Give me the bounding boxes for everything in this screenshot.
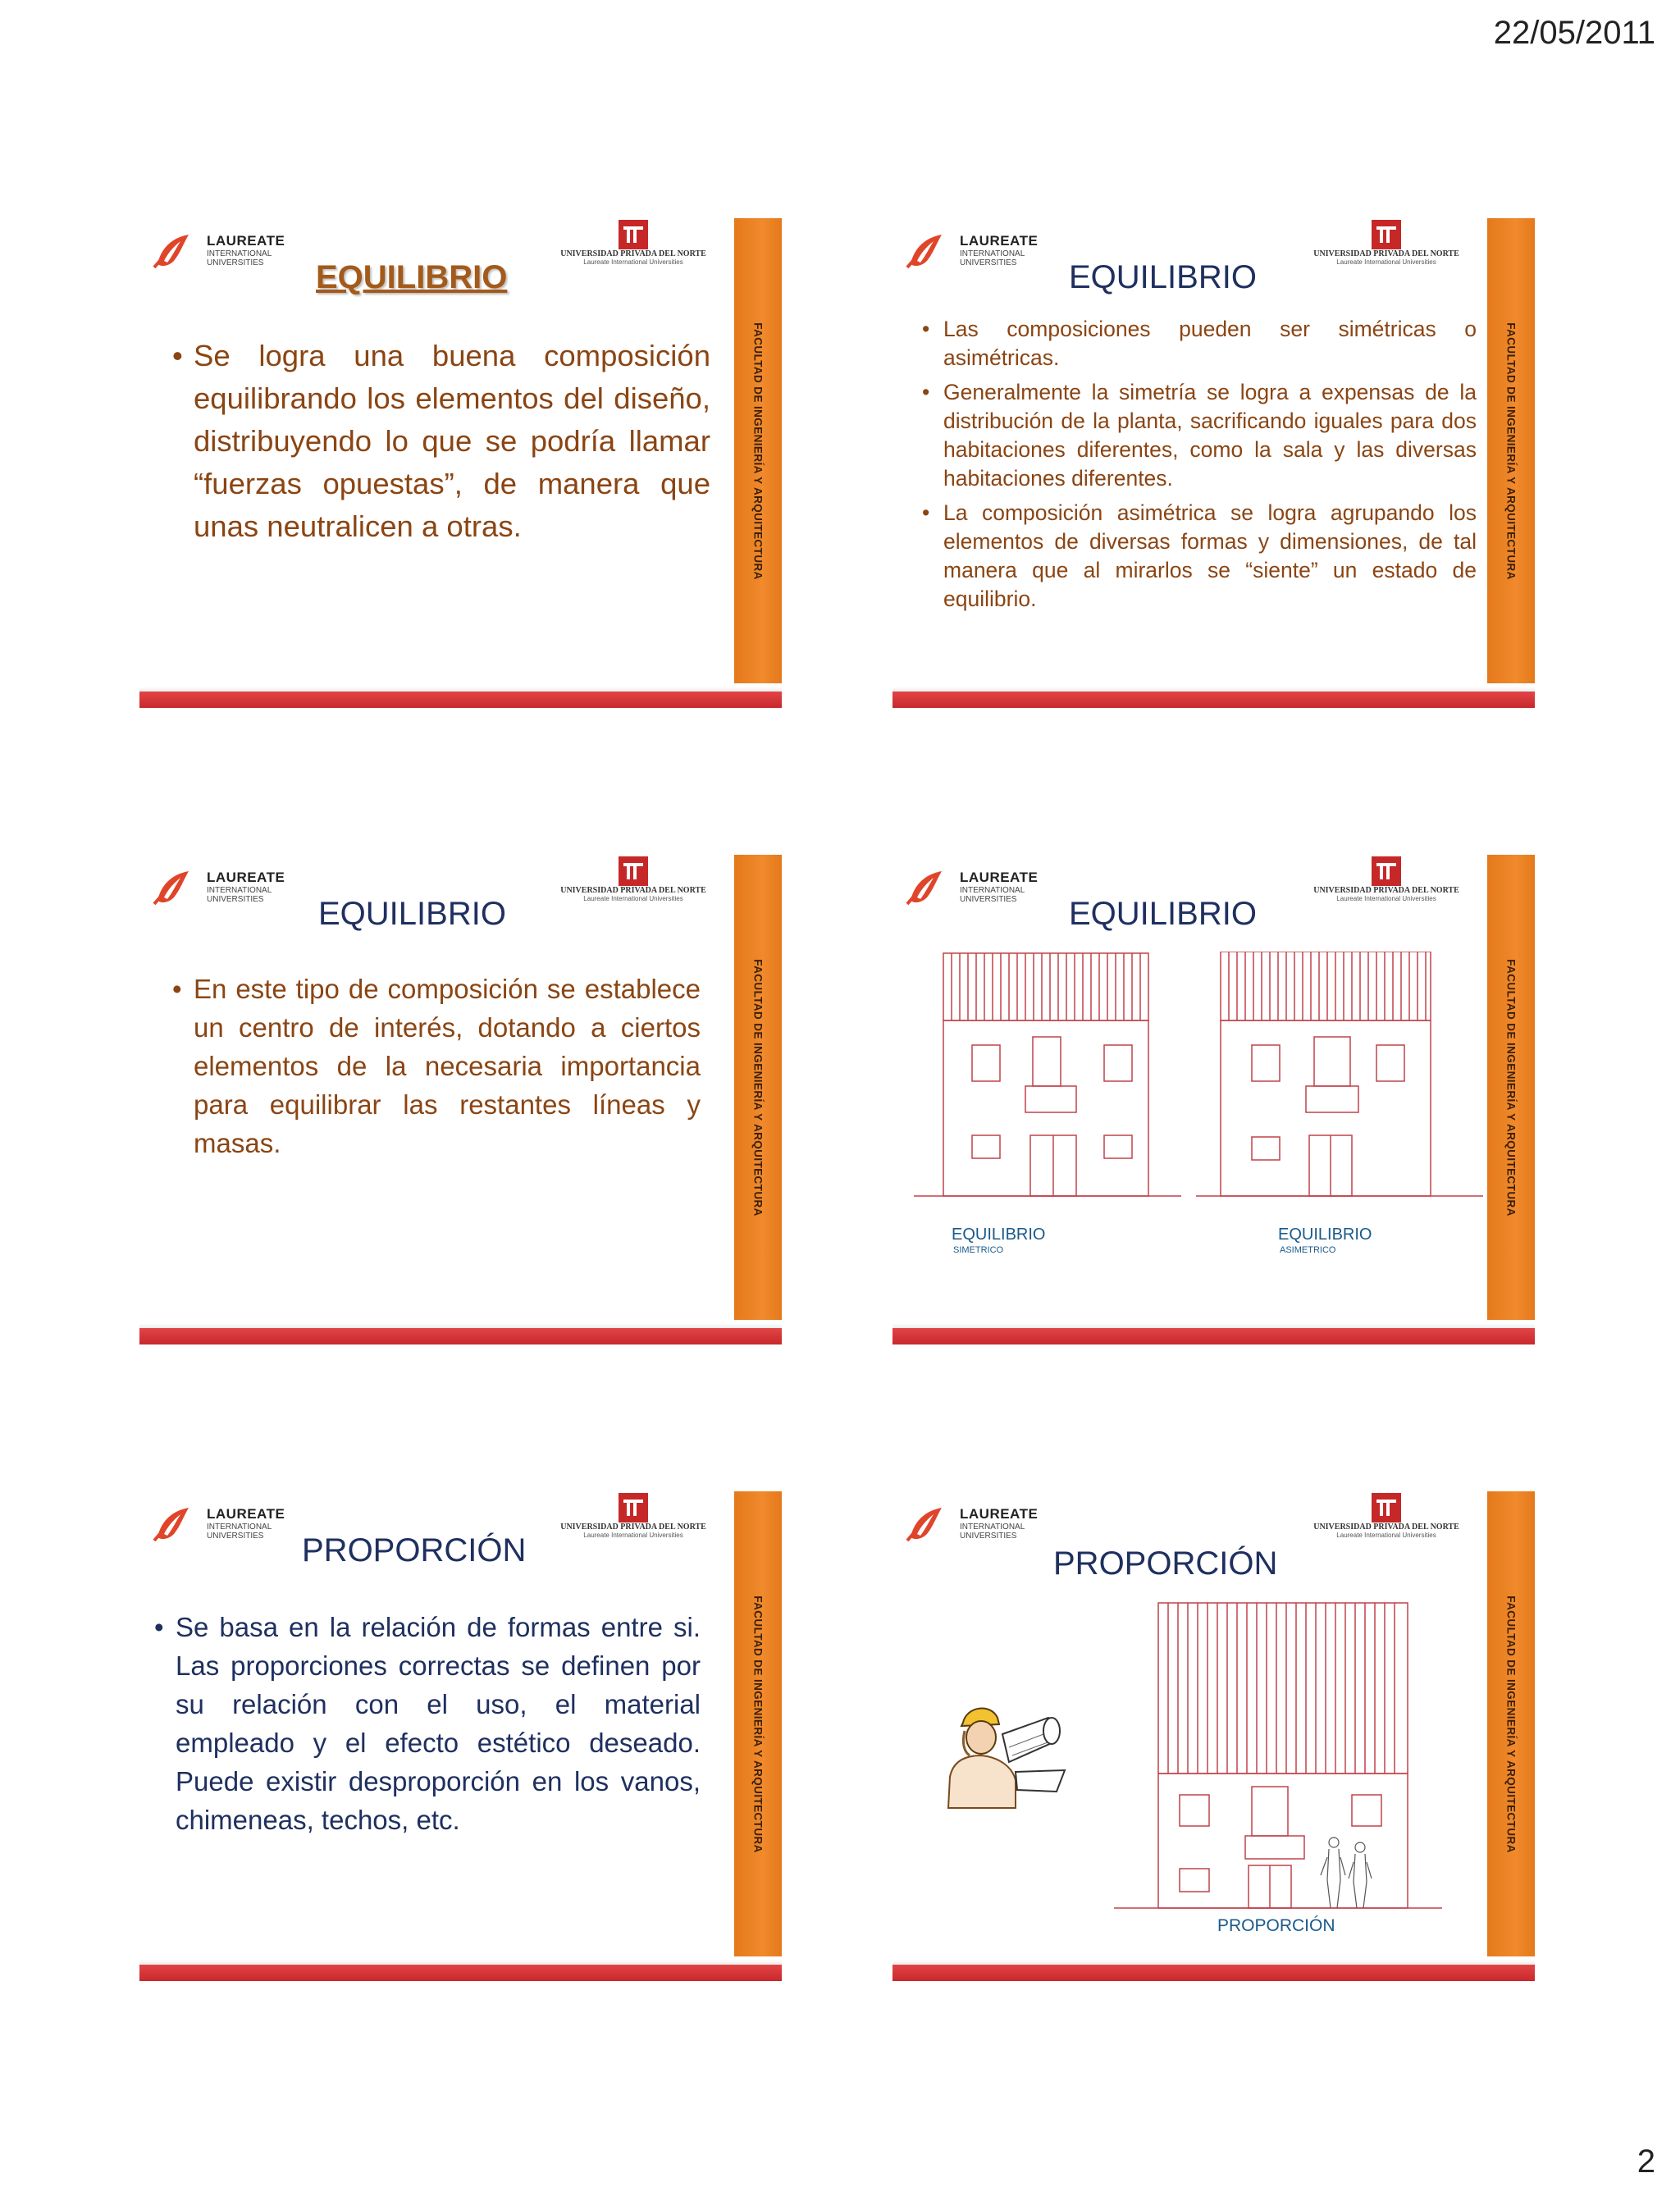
slide-2 <box>892 218 1535 708</box>
upn-title: UNIVERSIDAD PRIVADA DEL NORTE <box>560 1522 706 1532</box>
laureate-logo <box>153 863 300 912</box>
bullet-item: • La composición asimétrica se logra agrupando los elementos de diversas formas y dimensiones, de tal manera que al mirarlos se “siente” un estado de equilibrio. <box>919 499 1477 614</box>
diagram-sublabel-symmetric: SIMETRICO <box>953 1245 1004 1255</box>
slide-title: EQUILIBRIO <box>316 259 508 295</box>
upn-subtitle: Laureate International Universities <box>583 1532 683 1539</box>
upn-logo <box>1296 1493 1477 1550</box>
laureate-subtitle: INTERNATIONAL UNIVERSITIES <box>960 1522 1025 1541</box>
laureate-leaf-icon <box>153 868 194 907</box>
slide-title: EQUILIBRIO <box>318 896 506 932</box>
laureate-title: LAUREATE <box>207 233 285 249</box>
upn-logo <box>1296 220 1477 277</box>
upn-logo <box>1296 856 1477 914</box>
laureate-subtitle: INTERNATIONAL UNIVERSITIES <box>960 249 1025 267</box>
upn-title: UNIVERSIDAD PRIVADA DEL NORTE <box>560 886 706 895</box>
faculty-sidebar <box>1487 218 1535 683</box>
upn-title: UNIVERSIDAD PRIVADA DEL NORTE <box>1313 886 1459 895</box>
diagram-label-proportion: PROPORCIÓN <box>1217 1916 1335 1935</box>
laureate-subtitle: INTERNATIONAL UNIVERSITIES <box>960 886 1025 904</box>
faculty-label: FACULTAD DE INGENIERÍA Y ARQUITECTURA <box>751 958 765 1217</box>
upn-emblem-icon <box>619 1493 648 1522</box>
upn-subtitle: Laureate International Universities <box>583 895 683 902</box>
laureate-logo <box>906 226 1053 276</box>
diagram-label-asymmetric: EQUILIBRIO <box>1278 1226 1372 1244</box>
laureate-leaf-icon <box>906 231 947 271</box>
slide-footer-bar <box>892 1328 1535 1344</box>
asymmetric-building-diagram <box>1194 952 1500 1247</box>
faculty-label: FACULTAD DE INGENIERÍA Y ARQUITECTURA <box>1504 958 1518 1217</box>
upn-emblem-icon <box>1372 220 1401 249</box>
slide-3 <box>139 855 782 1344</box>
bullet-item: • Generalmente la simetría se logra a expensas de la distribución de la planta, sacrificando iguales para dos habitaciones diferentes, como la sala y las diversas habitaciones diferentes. <box>919 378 1477 493</box>
slide-footer-bar <box>139 1965 782 1981</box>
laureate-leaf-icon <box>153 231 194 271</box>
upn-title: UNIVERSIDAD PRIVADA DEL NORTE <box>1313 249 1459 258</box>
laureate-leaf-icon <box>153 1504 194 1544</box>
laureate-logo <box>906 863 1053 912</box>
upn-emblem-icon <box>619 856 648 886</box>
upn-subtitle: Laureate International Universities <box>583 258 683 266</box>
bullet-item: • Se logra una buena composición equilibrando los elementos del diseño, distribuyendo lo que se podría llamar “fuerzas opuestas”, de manera que unas neutralicen a otras. <box>169 335 710 548</box>
faculty-label: FACULTAD DE INGENIERÍA Y ARQUITECTURA <box>1504 1595 1518 1853</box>
bullet-item: • En este tipo de composición se establece un centro de interés, dotando a ciertos elementos de la necesaria importancia para equilibrar las restantes líneas y masas. <box>169 970 701 1162</box>
laureate-leaf-icon <box>906 868 947 907</box>
laureate-title: LAUREATE <box>207 870 285 885</box>
page-date: 22/05/2011 <box>1493 15 1655 51</box>
slide-bullets <box>919 315 1477 614</box>
laureate-title: LAUREATE <box>960 870 1039 885</box>
laureate-logo <box>906 1500 1053 1549</box>
laureate-logo <box>153 1500 300 1549</box>
slide-5 <box>139 1491 782 1981</box>
laureate-subtitle: INTERNATIONAL UNIVERSITIES <box>207 1522 272 1541</box>
page-number: 2 <box>1637 2143 1655 2180</box>
faculty-sidebar <box>734 1491 782 1956</box>
slide-title: EQUILIBRIO <box>1069 896 1257 932</box>
diagram-label-symmetric: EQUILIBRIO <box>952 1226 1046 1244</box>
slide-footer-bar <box>892 1965 1535 1981</box>
symmetric-building-diagram <box>892 952 1204 1247</box>
laureate-subtitle: INTERNATIONAL UNIVERSITIES <box>207 886 272 904</box>
laureate-title: LAUREATE <box>960 1506 1039 1522</box>
slide-title: EQUILIBRIO <box>1069 259 1257 295</box>
slide-footer-bar <box>139 692 782 708</box>
slide-bullets <box>169 335 710 548</box>
slide-1 <box>139 218 782 708</box>
laureate-title: LAUREATE <box>960 233 1039 249</box>
upn-emblem-icon <box>619 220 648 249</box>
slide-bullets <box>169 970 701 1162</box>
slide-bullets <box>151 1608 701 1839</box>
faculty-label: FACULTAD DE INGENIERÍA Y ARQUITECTURA <box>1504 322 1518 580</box>
upn-emblem-icon <box>1372 856 1401 886</box>
faculty-label: FACULTAD DE INGENIERÍA Y ARQUITECTURA <box>751 322 765 580</box>
faculty-label: FACULTAD DE INGENIERÍA Y ARQUITECTURA <box>751 1595 765 1853</box>
upn-title: UNIVERSIDAD PRIVADA DEL NORTE <box>1313 1522 1459 1532</box>
upn-subtitle: Laureate International Universities <box>1336 258 1436 266</box>
slide-4 <box>892 855 1535 1344</box>
upn-logo <box>543 1493 724 1550</box>
slide-footer-bar <box>892 692 1535 708</box>
upn-title: UNIVERSIDAD PRIVADA DEL NORTE <box>560 249 706 258</box>
laureate-subtitle: INTERNATIONAL UNIVERSITIES <box>207 249 272 267</box>
faculty-sidebar <box>734 855 782 1320</box>
proportion-building-diagram <box>1114 1601 1459 1913</box>
bullet-item: • Se basa en la relación de formas entre si. Las proporciones correctas se definen por su relación con el uso, el material empleado y el efecto estético deseado. Puede existir desproporción en los vanos, chimeneas, techos, etc. <box>151 1608 701 1839</box>
upn-logo <box>543 220 724 277</box>
upn-logo <box>543 856 724 914</box>
faculty-sidebar <box>734 218 782 683</box>
slide-title: PROPORCIÓN <box>1053 1545 1278 1582</box>
upn-emblem-icon <box>1372 1493 1401 1522</box>
diagram-sublabel-asymmetric: ASIMETRICO <box>1280 1245 1336 1255</box>
upn-subtitle: Laureate International Universities <box>1336 895 1436 902</box>
slide-title: PROPORCIÓN <box>302 1532 527 1568</box>
bullet-item: • Las composiciones pueden ser simétricas o asimétricas. <box>919 315 1477 372</box>
laureate-logo <box>153 226 300 276</box>
laureate-title: LAUREATE <box>207 1506 285 1522</box>
slide-6 <box>892 1491 1535 1981</box>
faculty-sidebar <box>1487 1491 1535 1956</box>
slide-footer-bar <box>139 1328 782 1344</box>
upn-subtitle: Laureate International Universities <box>1336 1532 1436 1539</box>
engineer-clipart-icon <box>934 1698 1073 1813</box>
laureate-leaf-icon <box>906 1504 947 1544</box>
